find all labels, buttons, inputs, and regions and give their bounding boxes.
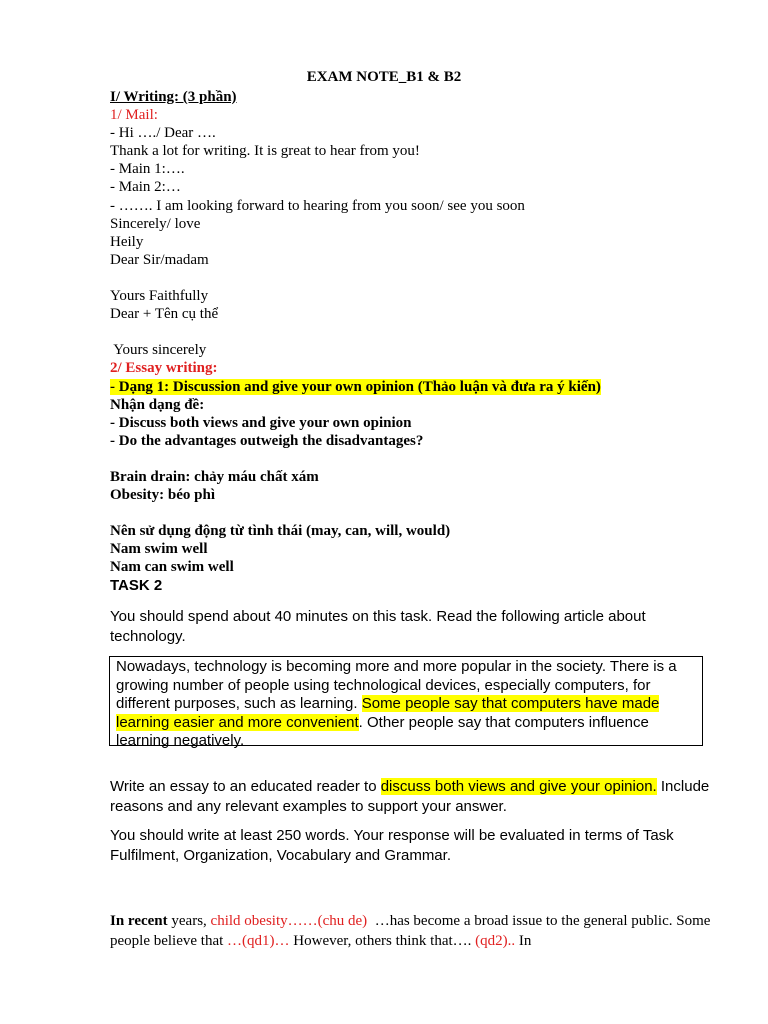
- article-text-part: Nowadays, technology is becoming more and more popular in the society. There is a growing number of people using technological devices, especially computers, for different purposes, such as learning.: [116, 658, 677, 712]
- mail-line: Sincerely/ love: [110, 215, 201, 232]
- intro-text: In: [515, 933, 532, 949]
- writing-section: [110, 88, 720, 577]
- prompt-text: Write an essay to an educated reader to: [110, 778, 381, 795]
- identify-item: - Discuss both views and give your own opinion: [110, 414, 412, 431]
- mail-line: - Main 2:…: [110, 179, 181, 196]
- mail-line-blank: [110, 269, 720, 287]
- intro-view2: (qd2)..: [475, 933, 516, 949]
- intro-topic: child obesity……(chu de): [210, 913, 368, 929]
- task2-instruction: You should spend about 40 minutes on this task. Read the following article about technology.: [110, 608, 646, 645]
- prompt-highlight: discuss both views and give your opinion.: [380, 778, 657, 795]
- spacer: [110, 504, 720, 522]
- vocab-item: Obesity: béo phì: [110, 487, 216, 504]
- task2-label: TASK 2: [110, 577, 163, 594]
- intro-text: However, others think that….: [289, 933, 476, 949]
- essay-prompt: [110, 777, 720, 816]
- essay-heading: 2/ Essay writing:: [110, 360, 218, 377]
- identify-label: Nhận dạng đề:: [110, 396, 205, 413]
- essay-type1-text: - Dạng 1: Discussion and give your own opinion (Thảo luận và đưa ra ý kiến): [110, 378, 601, 395]
- intro-text: …has become a broad issue to the general public. Some people believe that: [110, 913, 715, 949]
- spacer: [110, 450, 720, 468]
- intro-paragraph: [110, 911, 720, 951]
- mail-line: Yours sincerely: [110, 342, 207, 359]
- modal-note: Nên sử dụng động từ tình thái (may, can, will, would): [110, 523, 451, 540]
- intro-text: years,: [167, 913, 211, 929]
- article-box: [109, 656, 703, 749]
- writing-heading: I/ Writing: (3 phần): [110, 89, 237, 105]
- prompt-text: Include reasons and any relevant examples to support your answer.: [110, 778, 710, 815]
- mail-line: Dear + Tên cụ thể: [110, 306, 219, 323]
- document-title: EXAM NOTE_B1 & B2: [306, 69, 462, 85]
- intro-view1: …(qd1)…: [227, 933, 290, 949]
- mail-line: - Main 1:….: [110, 161, 185, 178]
- mail-line: Thank a lot for writing. It is great to hear from you!: [110, 143, 420, 160]
- modal-example: Nam swim well: [110, 541, 208, 558]
- identify-item: - Do the advantages outweigh the disadvantages?: [110, 432, 424, 449]
- mail-line: Yours Faithfully: [110, 288, 209, 305]
- mail-heading: 1/ Mail:: [110, 107, 158, 124]
- vocab-item: Brain drain: chảy máu chất xám: [110, 468, 319, 485]
- article-text-part: . Other people say that computers influence learning negatively.: [116, 713, 649, 749]
- intro-bold: In recent: [110, 913, 168, 929]
- mail-line-blank: [110, 323, 720, 341]
- mail-line: - Hi …./ Dear ….: [110, 125, 216, 142]
- essay-type1: [110, 378, 720, 396]
- article-text: [116, 657, 696, 751]
- article-highlight: Some people say that computers have made learning easier and more convenient: [116, 695, 660, 731]
- modal-example: Nam can swim well: [110, 559, 234, 576]
- mail-line: Heily: [110, 233, 144, 250]
- mail-line: - ……. I am looking forward to hearing from you soon/ see you soon: [110, 197, 525, 214]
- essay-requirement: You should write at least 250 words. Your response will be evaluated in terms of Task Fulfilment, Organization, Vocabulary and Grammar.: [110, 827, 674, 864]
- mail-line: Dear Sir/madam: [110, 251, 209, 268]
